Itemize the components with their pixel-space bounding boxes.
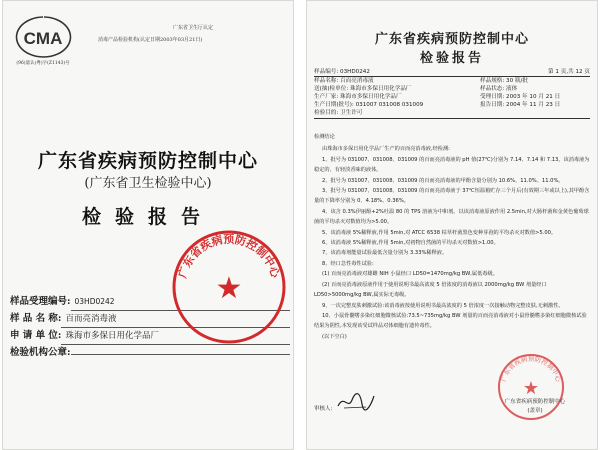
paragraph: 2、批号为 031007、031008、031009 的百而亮消毒液的甲酚含量分别为 10.6%、11.0%、11.0%。 xyxy=(322,177,564,184)
paragraph: 5、该消毒液 5%稀释液,作用 5min,对 ATCC 6538 枯草杆菌黑色变种芽孢的平均杀灭对数值>5.00。 xyxy=(322,229,557,236)
signer-label: 审核人: xyxy=(314,406,333,412)
report-body xyxy=(314,132,590,342)
official-seal xyxy=(170,228,288,346)
paragraph: (以下空白) xyxy=(322,333,347,340)
signature-image xyxy=(336,390,376,412)
receive-date: 受理日期: 2003 年 10 月 21 日 xyxy=(480,94,561,101)
paragraph: 9、一次完整皮肤刺激试验:该消毒液按使用说明书最高浓度的 5 倍浓度一次接触动物完整皮肤,无刺激性。 xyxy=(322,302,564,309)
report-doc-type: 检验报告 xyxy=(419,51,484,66)
cma-logo-text: CMA xyxy=(23,29,63,48)
header-row xyxy=(314,109,590,117)
field-value: 03HD0242 xyxy=(71,294,290,311)
paragraph: 3、批号为 031007、031008、031009 的百而亮消毒液于 37℃恒温箱贮存三个月后(有效期三年或以上),其甲酚含量的下降率分别为 0、4.18%、0.36%。 xyxy=(314,188,590,205)
cover-page xyxy=(2,0,294,450)
paragraph: 10、小鼠骨髓嗜多染红细胞微核试验:73.5~735mg/kg BW 剂量的百而亮消毒液对小鼠骨髓嗜多染红细胞微核试验结果为阴性,本发现该受试样品对体细胞有遗传毒性。 xyxy=(314,312,587,330)
batch-numbers: 生产日期(批号): 031007 031008 031009 xyxy=(314,102,424,109)
header-row xyxy=(314,85,590,93)
sample-no: 样品编号: 03HD0242 xyxy=(314,69,370,75)
paragraph: (1) 百而亮消毒液对雄雌 NIH 小鼠经口 LD50=1470mg/kg BW,属低毒级。 xyxy=(322,271,498,278)
cma-caption: (96)量认(粤)字(Z1143)号 xyxy=(16,61,70,66)
header-row xyxy=(314,93,590,101)
sample-name: 样品名称: 百而亮消毒液 xyxy=(314,78,374,85)
cma-logo xyxy=(12,14,74,60)
header-row xyxy=(314,77,590,85)
page-counter: 第 1 页,共 12 页 xyxy=(548,69,590,75)
manufacturer: 生产厂家: 珠海市多保日用化学品厂 xyxy=(314,94,402,101)
report-header xyxy=(314,68,590,119)
report-title: 广东省疾病预防控制中心 xyxy=(374,32,529,47)
field-value xyxy=(71,354,290,355)
issuing-org-stamp-note: (盖章) xyxy=(527,408,543,414)
paragraph: 1、批号为 031007、031008、031009 的百而亮消毒液的 pH 值(27℃)分别为 7.14、7.14 和 7.13。该消毒液为 稳定的、有轻淡香味的液体。 xyxy=(314,156,590,174)
field-label: 检验机构公章: xyxy=(10,347,71,358)
paragraph: 8、经口急性毒性试验: xyxy=(322,260,374,267)
cover-doc-type: 检验报告 xyxy=(81,206,214,228)
test-purpose: 检验目的: 卫生许可 xyxy=(314,110,363,117)
header-rule xyxy=(314,118,590,119)
issuing-org-name: 广东省疾病预防控制中心 xyxy=(504,399,566,405)
report-seal-text: 广东省疾病预防控制中心 xyxy=(499,354,563,383)
field-value: 百而亮消毒液 xyxy=(61,311,290,328)
paragraph: 由珠海市多保日用化学品厂生产的百而亮消毒液,经检测: xyxy=(322,146,450,153)
cover-title: 广东省疾病预防控制中心 xyxy=(37,150,258,172)
accreditation-line-1: 广东省卫生厅认定 xyxy=(172,25,213,31)
header-row xyxy=(314,101,590,109)
seal-star: ★ xyxy=(215,271,243,306)
conclusion-label: 检测结论 xyxy=(314,134,335,140)
sample-state: 样品状态: 液体 xyxy=(480,86,518,93)
submitter: 送(抽)检单位: 珠海市多保日用化学品厂 xyxy=(314,86,412,93)
report-date: 报告日期: 2004 年 11 月 23 日 xyxy=(480,102,561,109)
field-value: 珠海市多保日用化学品厂 xyxy=(61,328,290,345)
field-label: 样品受理编号: xyxy=(10,296,71,307)
field-row-seal xyxy=(10,345,290,361)
paragraph: 7、该消毒剂能量试验最低含量分别为 3.33%稀释液。 xyxy=(322,250,448,257)
accreditation-line-2: 消毒产品检验机构(认定日期2003年03月21日) xyxy=(98,37,203,43)
report-seal-star: ★ xyxy=(522,378,540,399)
cover-subtitle: (广东省卫生检验中心) xyxy=(84,176,212,191)
paragraph: 6、该消毒液 5%稀释液,作用 5min,对初物自然菌的平均杀灭对数值>1.00。 xyxy=(322,240,499,247)
seal-text: 广东省疾病预防控制中心 xyxy=(175,232,282,280)
paragraph: (2) 百而亮消毒液原液作用于使用说明书最高浓度 5 倍浓度的消毒液以 2000mg/kg BW 剂量经口 LD50>5000mg/kg BW,属实际无毒级。 xyxy=(314,281,547,299)
report-page xyxy=(306,0,598,450)
field-label: 样 品 名 称: xyxy=(10,313,62,324)
header-row xyxy=(314,68,590,76)
field-label: 申 请 单 位: xyxy=(10,330,62,341)
issuing-org xyxy=(480,398,590,416)
sample-spec: 样品规格: 30 瓶/批 xyxy=(480,78,529,85)
accreditation-note xyxy=(98,22,288,46)
paragraph: 4、该含 0.3%伊丽酚+2%吐温 80 的 TPS 溶液为中和剂。以该消毒液原液作用 2.5min,对大肠杆菌和金黄色葡萄球菌的平均杀灭对数值均为>5.00。 xyxy=(314,208,589,226)
